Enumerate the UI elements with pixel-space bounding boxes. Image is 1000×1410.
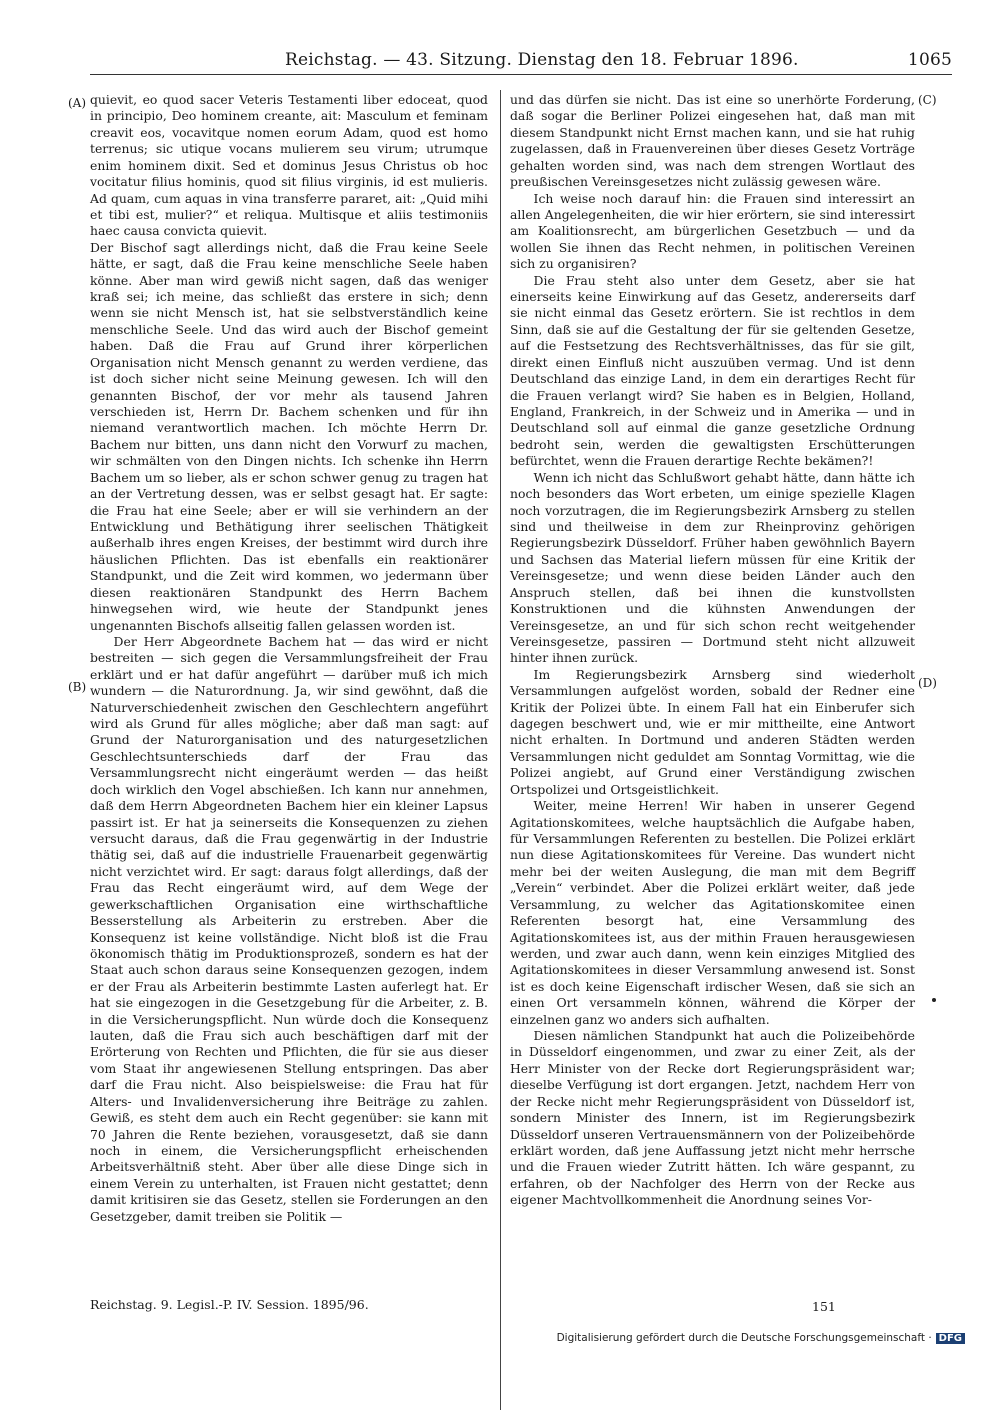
- margin-dot: [932, 998, 936, 1002]
- header-rule: [90, 74, 952, 75]
- right-column: [510, 92, 915, 1209]
- paragraph: Im Regierungsbezirk Arnsberg sind wiederholt Versammlungen aufgelöst worden, sobald der Redner eine Kritik der Polizei übte. In einem Fall hat ein Einberufer sich dagegen beschwert und, wie er mir mittheilte, eine Antwort nicht erhalten. In Dortmund und anderen Städten werden Versammlungen nicht geduldet am Sonntag Vormittag, wie die Polizei angiebt, auf Grund einer Verständigung zwischen Ortspolizei und Ortsgeistlichkeit.: [510, 666, 915, 797]
- signature-number: 151: [812, 1299, 836, 1314]
- digitization-credit: [557, 1332, 965, 1344]
- paragraph: Wenn ich nicht das Schlußwort gehabt hätte, dann hätte ich noch besonders das Wort erbeten, um einige spezielle Klagen noch vorzutragen, die im Regierungsbezirk Arnsberg zu stellen sind und theilweise in dem zur Rheinprovinz gehörigen Regierungsbezirk Düsseldorf. Früher haben gewöhnlich Bayern und Sachsen das Material liefern müssen für eine Kritik der Vereinsgesetze; und wenn diese beiden Länder auch den Anspruch stellen, daß bei ihnen die kunstvollsten Konstruktionen und die kühnsten Anwendungen der Vereinsgesetze, an und für sich schon recht weitgehender Vereinsgesetze, passiren — Dortmund steht nicht allzuweit hinter ihnen zurück.: [510, 469, 915, 666]
- paragraph: Die Frau steht also unter dem Gesetz, aber sie hat einerseits keine Einwirkung auf das Gesetz, andererseits darf sie nicht einmal das Gesetz erörtern. Sie ist rechtlos in dem Sinn, daß sie auf die Gestaltung der für sie geltenden Gesetze, auf die Festsetzung des Rechtsverhältnisses, das für sie gilt, direkt einen Einfluß nicht auszuüben vermag. Und ist denn Deutschland das einzige Land, in dem ein derartiges Recht für die Frauen verlangt wird? Sie haben es in Belgien, Holland, England, Frankreich, in der Schweiz und in Amerika — und in Deutschland soll auf einmal die ganze gesetzliche Ordnung bedroht sein, werden die gewaltigsten Erschütterungen befürchtet, wenn die Frauen derartige Rechte bekämen?!: [510, 272, 915, 469]
- credit-text: Digitalisierung gefördert durch die Deutsche Forschungsgemeinschaft ·: [556, 1332, 932, 1344]
- margin-marker-d: (D): [918, 676, 937, 690]
- paragraph: Der Herr Abgeordnete Bachem hat — das wird er nicht bestreiten — sich gegen die Versammlungsfreiheit der Frau erklärt und er hat dafür angeführt — darüber muß ich mich wundern — die Naturordnung. Ja, wir sind gewöhnt, daß die Naturverschiedenheit zwischen den Geschlechtern angeführt wird als Grund für alles mögliche; aber daß man sagt: auf Grund der Naturorganisation und des naturgesetzlichen Geschlechtsunterschieds darf der Frau das Versammlungsrecht nicht eingeräumt werden — das heißt doch wirklich den Vogel abschießen. Ich kann nur annehmen, daß dem Herrn Abgeordneten Bachem hier ein kleiner Lapsus passirt ist. Er hat ja seinerseits die Konsequenzen zu ziehen versucht daraus, daß die Frau gegenwärtig in der Industrie thätig sei, daß auf die industrielle Frauenarbeit gegenwärtig nicht verzichtet wird. Er sagt: daraus folgt allerdings, daß der Frau das Recht eingeräumt wird, auf dem Wege der gewerkschaftlichen Organisation eine wirthschaftliche Besserstellung als Arbeiterin zu erstreben. Aber die Konsequenz ist keine vollständige. Nicht bloß ist die Frau ökonomisch thätig im Produktionsprozeß, sondern es hat der Staat auch schon daraus seine Konsequenzen gezogen, indem er der Frau als Arbeiterin bestimmte Lasten auferlegt hat. Er hat sie eingezogen in die Gesetzgebung für die Arbeiter, z. B. in die Versicherungspflicht. Nun würde doch die Konsequenz lauten, daß die Frau sich auch beschäftigen darf mit der Erörterung von Rechten und Pflichten, die für sie aus dieser vom Staat ihr angewiesenen Stellung entspringen. Das aber darf die Frau nicht. Also beispielsweise: die Frau hat für Alters- und Invalidenversicherung ihre Beiträge zu zahlen. Gewiß, es steht dem auch ein Recht gegenüber: sie kann mit 70 Jahren die Rente beziehen, vorausgesetzt, daß sie dann noch in einem, die Versicherungspflicht erheischenden Arbeitsverhältniß steht. Aber über alle diese Dinge sich in einem Verein zu unterhalten, ist Frauen nicht gestattet; denn damit kritisiren sie das Gesetz, stellen sie Forderungen an den Gesetzgeber, damit treiben sie Politik —: [90, 633, 488, 1224]
- latin-quote: quievit, eo quod sacer Veteris Testamenti liber edoceat, quod in principio, Deo hominem creante, ait: Masculum et feminam creavit eos, vocavitque nomen eorum Adam, quod est homo terrenus; sic utique vocans mulierem seu virum; utrumque enim hominem dixit. Sed et dominus Jesus Christus ob hoc vocitatur filius hominis, quod sit filius virginis, id est mulieris. Ad quam, cum aquas in vina transferre pararet, ait: „Quid mihi et tibi est, mulier?“ et reliqua. Multisque et aliis testimoniis haec causa convicta quievit.: [90, 92, 488, 239]
- margin-marker-c: (C): [918, 93, 937, 107]
- paragraph: Ich weise noch darauf hin: die Frauen sind interessirt an allen Angelegenheiten, die wir hier erörtern, sie sind interessirt am Koalitionsrecht, am bürgerlichen Gesetzbuch — und da wollen Sie ihnen das Recht nehmen, in politischen Vereinen sich zu organisiren?: [510, 190, 915, 272]
- page-header: [90, 50, 952, 72]
- paragraph: Diesen nämlichen Standpunkt hat auch die Polizeibehörde in Düsseldorf eingenommen, und zwar zu einer Zeit, als der Herr Minister von der Recke dort Regierungspräsident war; dieselbe Verfügung ist dort ergangen. Jetzt, nachdem Herr von der Recke nicht mehr Regierungspräsident von Düsseldorf ist, sondern Minister des Innern, ist im Regierungsbezirk Düsseldorf unseren Vertrauensmännern von der Polizeibehörde erklärt worden, daß jene Auffassung jetzt nicht mehr herrsche und die Frauen wieder Zutritt hätten. Ich wäre gespannt, zu erfahren, ob der Nachfolger des Herrn von der Recke aus eigener Machtvollkommenheit die Anordnung seines Vor-: [510, 1028, 915, 1208]
- margin-marker-a: (A): [68, 96, 87, 110]
- column-divider: [500, 90, 501, 1410]
- paragraph: und das dürfen sie nicht. Das ist eine so unerhörte Forderung, daß sogar die Berliner Polizei eingesehen hat, daß man mit diesem Standpunkt nicht Ernst machen kann, und sie hat ruhig zugelassen, daß in Frauenvereinen über dieses Gesetz Vorträge gehalten worden sind, was nach dem strengen Wortlaut des preußischen Vereinsgesetzes nicht zulässig gewesen wäre.: [510, 92, 915, 190]
- paragraph: Der Bischof sagt allerdings nicht, daß die Frau keine Seele hätte, er sagt, daß die Frau keine menschliche Seele haben könne. Aber man wird gewiß nicht sagen, daß das weniger kraß sei; ich meine, das schließt das erstere in sich; denn wenn sie nicht Mensch ist, hat sie selbstverständlich keine menschliche Seele. Und das wird auch der Bischof gemeint haben. Daß die Frau auf Grund ihrer körperlichen Organisation nicht Mensch genannt zu werden verdiene, das ist doch sicher nicht seine Meinung gewesen. Ich will den genannten Bischof, der vor mehr als tausend Jahren verschieden ist, Herrn Dr. Bachem schenken und für ihn niemand verantwortlich machen. Ich möchte Herrn Dr. Bachem nur bitten, uns dann nicht den Vorwurf zu machen, wir schmälten von den Dingen nichts. Ich schenke ihn Herrn Bachem um so lieber, als er schon schwer genug zu tragen hat an der Vertretung dessen, was er selbst gesagt hat. Er sagte: die Frau hat eine Seele; aber er will sie verhindern an der Entwicklung und Bethätigung ihrer seelischen Thätigkeit außerhalb ihres engen Kreises, der bestimmt wird durch ihre häuslichen Pflichten. Das ist ebenfalls ein reaktionärer Standpunkt, und die Zeit wird kommen, wo jedermann über diesen reaktionären Standpunkt des Herrn Bachem hinwegsehen wird, wie heute der Standpunkt jenes ungenannten Bischofs allseitig fallen gelassen worden ist.: [90, 239, 488, 633]
- dfg-logo: DFG: [936, 1333, 965, 1344]
- left-column: [90, 92, 488, 1225]
- page-number: 1065: [907, 50, 952, 70]
- running-title: Reichstag. — 43. Sitzung. Dienstag den 18. Februar 1896.: [285, 50, 799, 70]
- margin-marker-b: (B): [68, 680, 87, 694]
- footer-imprint: Reichstag. 9. Legisl.-P. IV. Session. 1895/96.: [90, 1297, 369, 1312]
- paragraph: Weiter, meine Herren! Wir haben in unserer Gegend Agitationskomitees, welche hauptsächlich die Aufgabe haben, für Versammlungen Referenten zu bestellen. Die Polizei erklärt nun diese Agitationskomitees für Vereine. Das wundert nicht mehr bei der weiten Auslegung, die man mit dem Begriff „Verein“ verbindet. Aber die Polizei erklärt weiter, daß jede Versammlung, zu welcher das Agitationskomitee einen Referenten besorgt hat, eine Versammlung des Agitationskomitees ist, aus der mithin Frauen herausgewiesen werden, und zwar auch dann, wenn kein einziges Mitglied des Agitationskomitees in dieser Versammlung anwesend ist. Sonst ist es doch keine Eigenschaft irdischer Wesen, daß sie sich an einen Ort versammeln können, während die Körper der einzelnen ganz wo anders sich aufhalten.: [510, 798, 915, 1027]
